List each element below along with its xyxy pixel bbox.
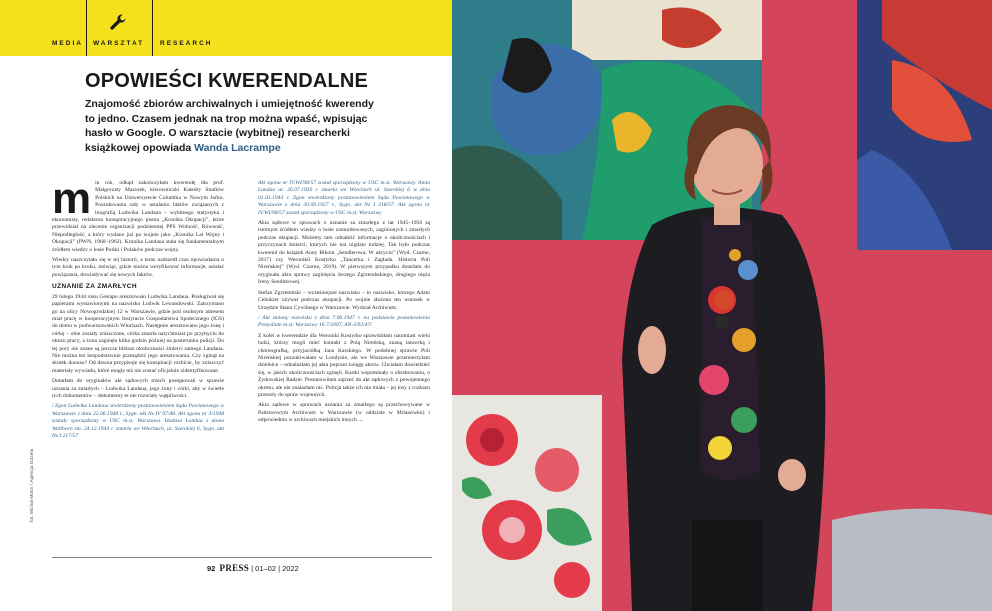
footer-text [207,563,299,573]
page-footer [52,557,432,577]
section-label-media: MEDIA [52,40,83,47]
portrait-illustration [452,0,992,611]
section-header-bar [0,0,452,56]
archival-note: / Akt zmiany nazwiska z dnia 7.06.1947 r. na podstawie postanowienia Prezydium m.st. Warszawy 16.7/2007, AN-3/92/47/ [258,314,430,329]
article-title: OPOWIEŚCI KWERENDALNE [85,70,369,92]
article-page [0,0,452,611]
paragraph: 29 lutego 1944 roku Gestapo aresztowało Ludwika Landaua. Posługiwał się papierami wystawionymi na nazwisko Ludwik Lewandowski. Zatrzymano go na ulicy Nowogrodzkiej 12 w Warszawie, gdzie pod osobnym adresem miał pracę w kooperacyjnym Instytucie Gospodarstwa Społecznego (IGS) do domu w podwarszawskich Włochach. Następnie aresztowano jego żonę i córkę – obie zostały zniszczone, córka zmarła natychmiast po przybyciu do obozu pracy, a żona zaginęła kilka godzin później na posterunku policji. Do tej pory nie znane są jeszcze bliższe okoliczności śmierci samego Landaua. Nie można też bezpodstawnie przesądzić jego aresztowania. Czy zginął na skutek donosu? Od dawna przypisuje się konspiracji rozbicie, by zniszczyć materiały wywiadu, które mogły też nie zostać oficjalnie zidentyfikowane. [52,293,224,374]
text-column-1 [52,174,224,443]
article-author: Wanda Lacrampe [194,141,281,154]
photo-credit: fot. Michał Mutor / Agencja Gazeta [30,448,35,522]
section-label-research: RESEARCH [160,40,213,47]
drop-cap: m [52,174,92,223]
portrait-photo [452,0,992,611]
paragraph: Wiedzy naszczytało się w tej historii, a teraz nadszedł czas opowiadania o tym krok po kroku, mówiąc, gdzie można weryfikować informacje, ustalać powiązania, dowiadywać się nowych faktów. [52,257,224,278]
section-divider [152,0,153,56]
magazine-brand: PRESS [219,563,250,573]
issue-date: | 01–02 | 2022 [251,564,299,573]
article-lead [85,97,385,155]
wrench-icon [108,13,128,33]
text-column-2 [258,180,430,428]
paragraph: Dotarłam do oryginałów akt sądowych trzech postępowań w sprawie uznania za zmarłych – Ludwika Landaua, jego żony i córki, aby w świetle tych dokumentów – dokumenty te nie rozwiały wątpliwości. [52,378,224,399]
lead-text: Znajomość zbiorów archiwalnych i umiejętność kwerendy to jedno. Czasem jednak na trop można wpaść, wpisując hasło w Google. O warsztacie (wybitnej) researcherki książkowej opowiada [85,98,374,154]
painting-right [857,0,992,250]
paragraph: Akta sądowe w sprawach o uznanie za zmarłego z lat 1945–1956 są istotnym źródłem wiedzy o losie zamordowanych, zaginionych i zmarłych podczas okupacji. Możemy tam odnaleźć informacje o okolicznościach i przyczynach śmierci, których nie ma nigdzie indziej. Tak było podczas kwerend do książek Anny Bikont „Sendlerowa. W ukryciu” (Wyd. Czarne, 2017) czy Weronikii Kostyrko „Tancerka i Zagłada. Historia Poli Nireńskiej” (Wyd. Czarne, 2019). W pierwszym przypadku dotarłam do oryginału aktu sprawy zaginięcia Jerzego Zgrzembskiego, drugiego męża Ireny Sendlerowej. [258,220,430,286]
subheading: UZNANIE ZA ZMARŁYCH [52,283,137,291]
archival-note: / Zgon Ludwika Landaua stwierdzony postanowieniem Sądu Powiatowego w Warszawie z dnia 22.06.1948 r., Sygn. akt Ns IV 97/48. Akt zgonu nr 3/1948 zostały sporządzony w USC m.st. Warszawa. Hadasa Landau z domu Wallhorn zm. 24.12.1944 r. zmarła we Włochach, ul. Szerokiej 6, Sygn. akt Ns I 217/57 [52,403,224,439]
floral-cushion [452,395,602,611]
archival-note: Akt zgonu nr IV.WI/98/57 został sporządzony w USC m.st. Warszawy. Anna Landau ur. 26.07.1930 r. zmarła we Włochach ul. Szerokiej 6 w dniu 01.03.1944 r. Zgon stwierdzony postanowieniem Sądu Powiatowego w Warszawie z dnia 20.09.1957 r., Sygn. akt Ns I 218/57. Akt zgonu nr IV.WI/98/57 został sporządzony w USC m.st. Warszawy [258,180,430,216]
paragraph: Stefan Zgrzembski – wcześniejsze nazwisko – to nazwisko, którego Adam Celnikier używał podczas okupacji. Po wojnie złożono ten wniosek w Urzędzie Stanu Cywilnego w Warszawie. Wydział Archiwum. [258,289,430,311]
wrench-box [86,0,152,56]
paragraph: in rok, odkąd zakończyłam kwerendę dla prof. Małgorzaty Mazurek, kierowniczki Katedry Studiów Polskich na Uniwersytecie Columbia w Nowym Jorku. Poszukiwania szły w ustalaniu faktów związanych z biografią Ludwika Landaua – wybitnego statystyka i ekonomisty, redaktora konspiracyjnego pisma „Kronika Okupacji”, które przewidział na zlecenie organizacji podziemnej PPS Wolność, Równość, Niepodległość, a który wydano już po wojnie jako „Kronika Lat Wojny i Okupacji” (PWN, 1960–1962). Kronika Landaua stała się fundamentalnym źródłem wiedzy o losie Polski i Polaków podczas wojny. [52,180,224,253]
page-number: 92 [207,564,216,573]
section-label-warsztat: WARSZTAT [93,40,145,47]
paragraph: Akta sądowe w sprawach uznania za zmarłego są przechowywane w Państwowym Archiwum w Warszawie (w oddziale w Milanówku) i odpowiednio w archiwach miejskich innych → [258,402,430,424]
paragraph: Z kolei w kwerendzie dla Weroniki Kostyrko sprawdziłam natomiast wielu ludzi, którzy mogli mieć kontakt z Polą Nireńską, znaną tancerką i choreografką, przyjaciółką Jana Karskiego. W podobnej sprawie Poli Nireńskiej poszukiwałam w Londynie, ale we Warszawie przemierzyłam dzielnice – odnalazłam jej akta poprzez księgę aktów. Chciałam dowiedzieć się, w jakich okolicznościach zginęli. Kartki wspominały o obrabowaniu, o Żydowskiej Radzie. Postanowiłam zajrzeć do akt sądowych z powojennego okresu, ale nie znalazłam nic. Policja także ich nie miała – jej losy z rozkazu przeszły do spraw wojennych. [258,332,430,398]
